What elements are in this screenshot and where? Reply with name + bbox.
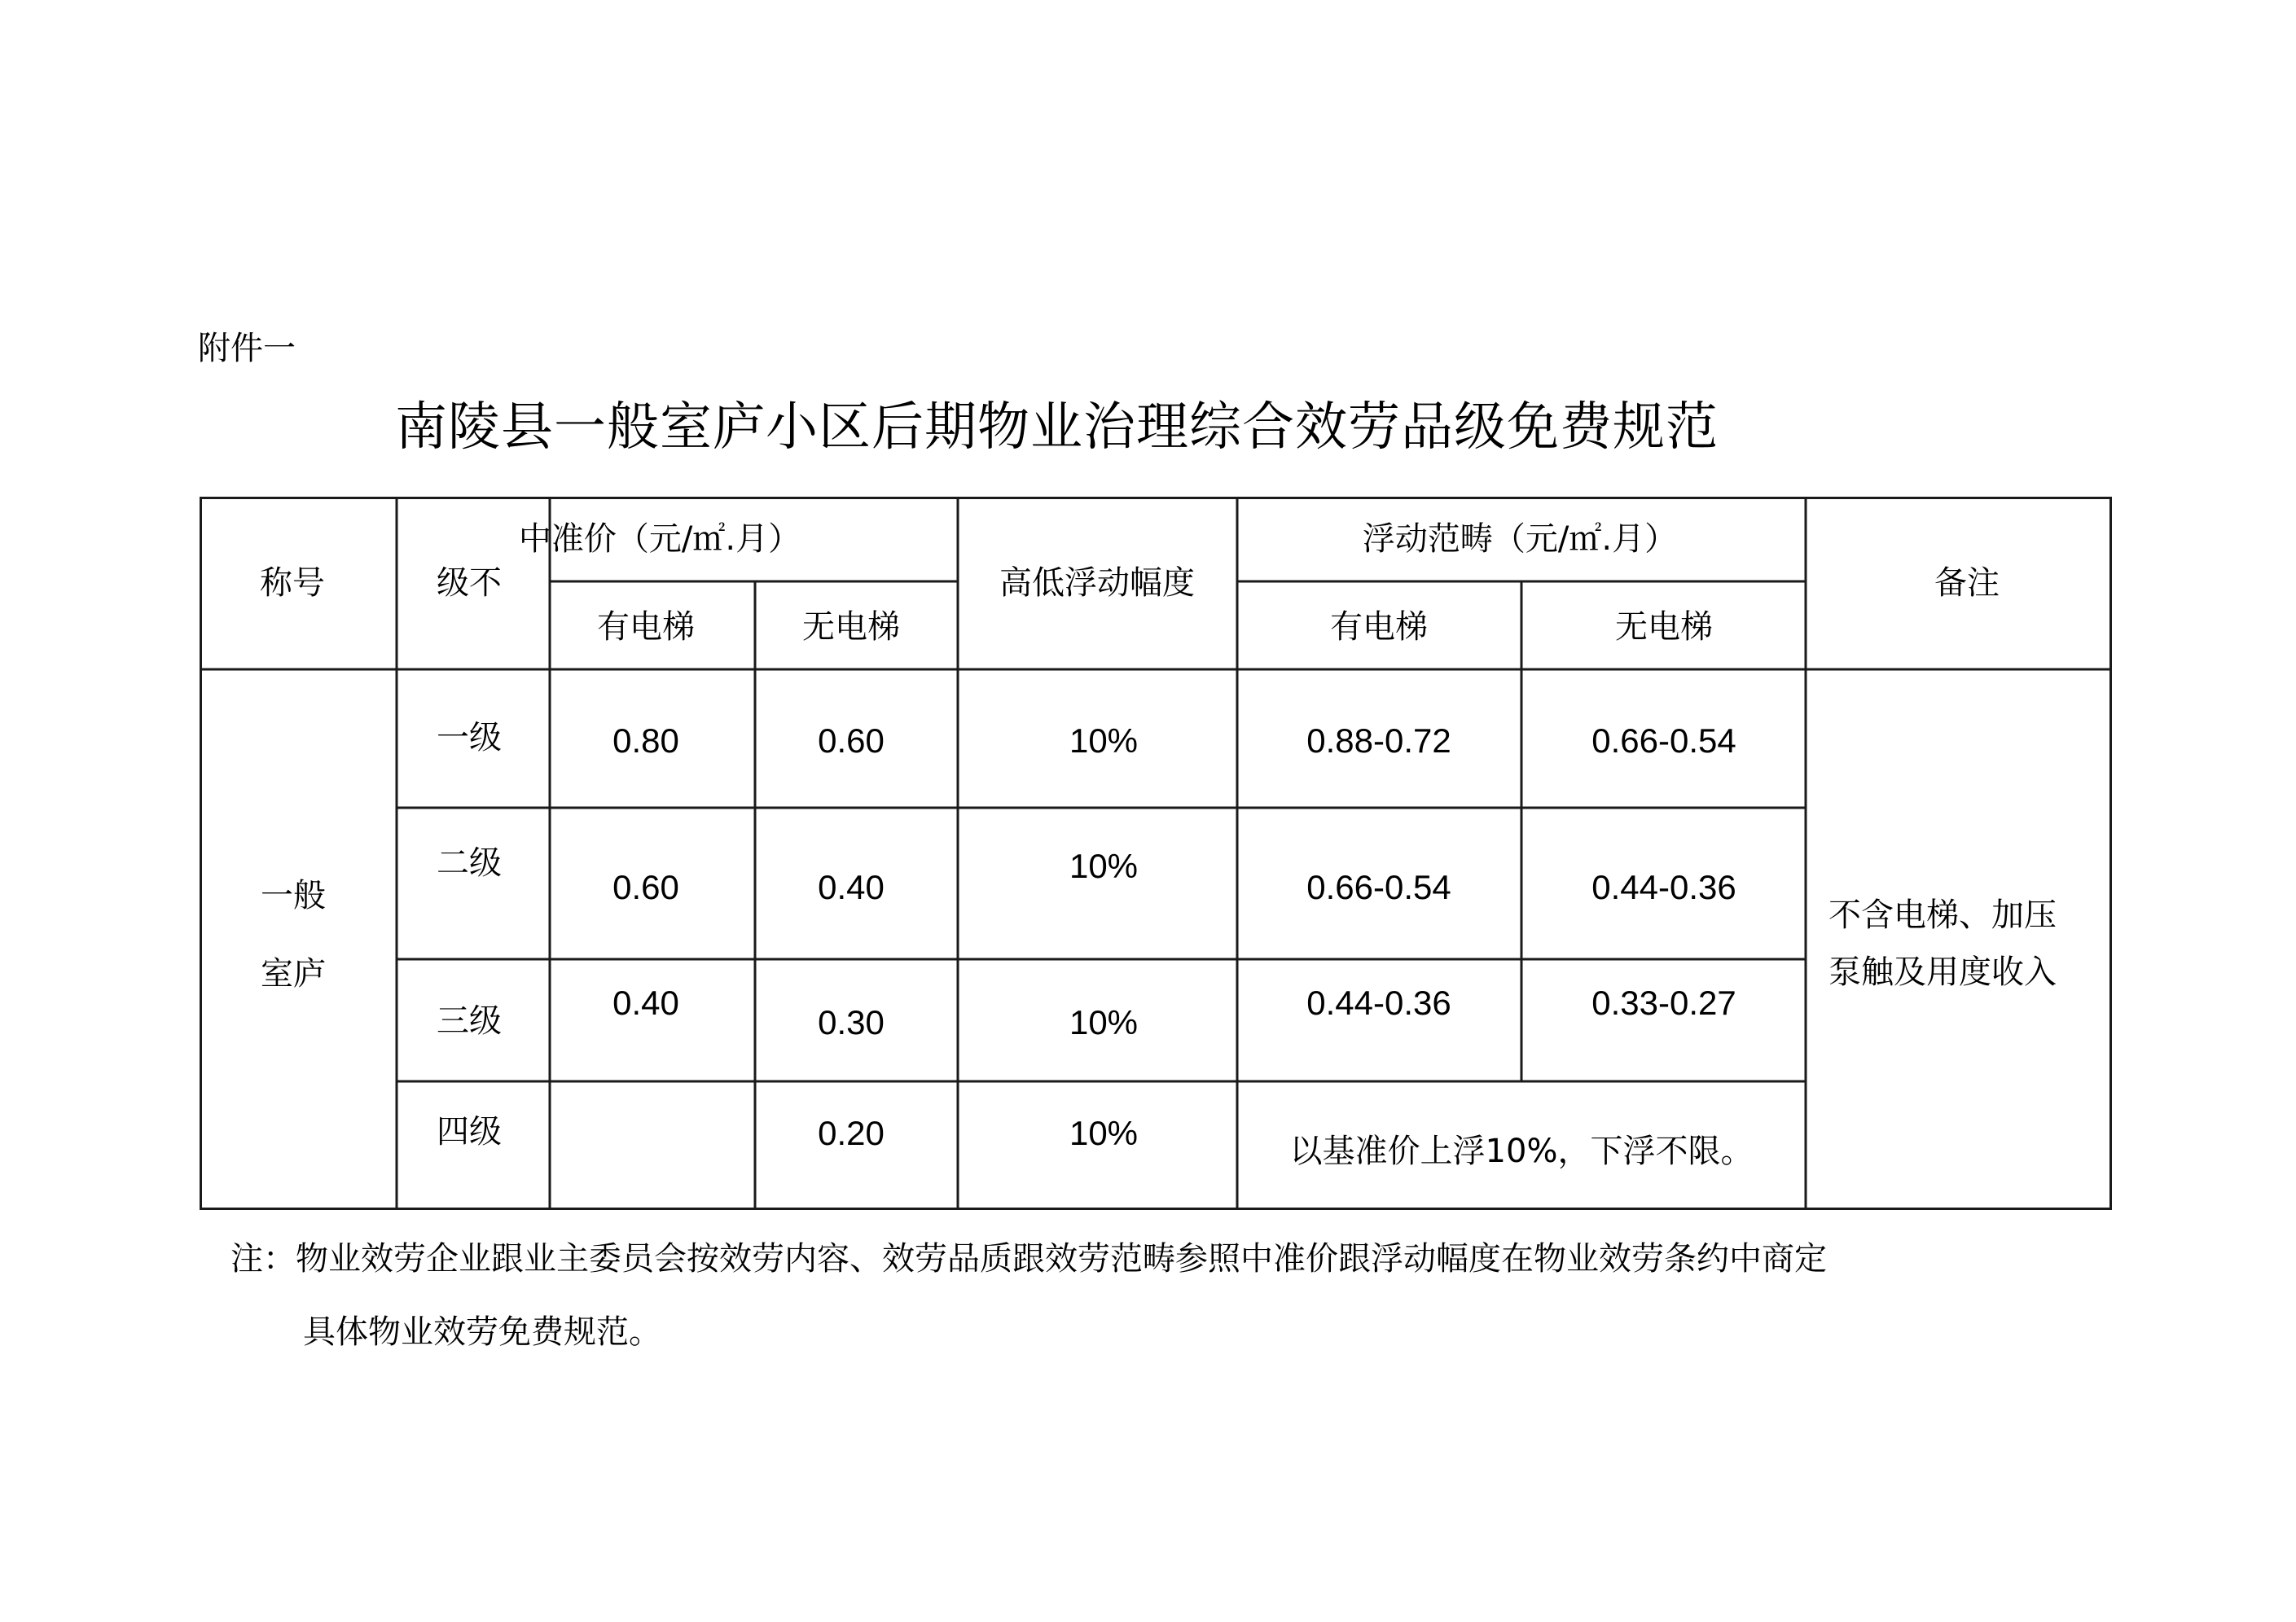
grade-cell: 四级 bbox=[437, 1113, 502, 1151]
header-grade: 级不 bbox=[437, 564, 502, 602]
float-cell: 10% bbox=[1069, 1003, 1139, 1041]
document-title: 南陵县一般室庐小区后期物业治理综合效劳品级免费规范 bbox=[395, 397, 1719, 458]
grade-cell: 三级 bbox=[437, 1002, 502, 1040]
header-with-elevator: 有电梯 bbox=[597, 608, 695, 646]
float-cell: 10% bbox=[1069, 847, 1139, 885]
category-line-1: 一般 bbox=[261, 877, 326, 914]
range-merged-cell: 以基准价上浮10%，下浮不限。 bbox=[1289, 1133, 1754, 1170]
range-no-elevator-cell: 0.66-0.54 bbox=[1591, 721, 1736, 760]
footnote-line-2: 具体物业效劳免费规范。 bbox=[303, 1313, 661, 1351]
remark-line-2: 泵触及用度收入 bbox=[1828, 953, 2057, 991]
header-float-range: 高低浮动幅度 bbox=[999, 564, 1195, 602]
header-remark: 备注 bbox=[1934, 564, 2000, 602]
header-name: 称号 bbox=[260, 564, 325, 602]
header-float-with-elevator: 有电梯 bbox=[1330, 608, 1428, 646]
range-no-elevator-cell: 0.44-0.36 bbox=[1591, 868, 1736, 906]
grade-cell: 一级 bbox=[437, 719, 502, 756]
base-elevator-cell: 0.40 bbox=[612, 984, 679, 1022]
float-cell: 10% bbox=[1069, 1114, 1139, 1152]
header-base-price: 中准价（元/㎡.月） bbox=[518, 520, 801, 558]
base-no-elevator-cell: 0.20 bbox=[818, 1114, 885, 1152]
range-elevator-cell: 0.66-0.54 bbox=[1306, 868, 1451, 906]
range-elevator-cell: 0.44-0.36 bbox=[1306, 984, 1451, 1022]
remark-line-1: 不含电梯、加压 bbox=[1828, 896, 2057, 934]
range-no-elevator-cell: 0.33-0.27 bbox=[1591, 984, 1736, 1022]
base-no-elevator-cell: 0.40 bbox=[818, 868, 885, 906]
range-elevator-cell: 0.88-0.72 bbox=[1306, 721, 1451, 760]
header-without-elevator: 无电梯 bbox=[802, 608, 900, 646]
category-line-2: 室庐 bbox=[261, 955, 326, 993]
header-float-without-elevator: 无电梯 bbox=[1615, 608, 1713, 646]
base-no-elevator-cell: 0.30 bbox=[818, 1003, 885, 1041]
attachment-label: 附件一 bbox=[198, 330, 296, 367]
fee-standard-table bbox=[200, 497, 2112, 1210]
base-elevator-cell: 0.60 bbox=[612, 868, 679, 906]
base-elevator-cell: 0.80 bbox=[612, 721, 679, 760]
header-float-scope: 浮动范畴（元/㎡.月） bbox=[1362, 520, 1678, 558]
base-no-elevator-cell: 0.60 bbox=[818, 721, 885, 760]
footnote-line-1: 注：物业效劳企业跟业主委员会按效劳内容、效劳品质跟效劳范畴参照中准价跟浮动幅度在物业效劳条约中商定 bbox=[230, 1240, 1827, 1278]
grade-cell: 二级 bbox=[437, 844, 502, 882]
float-cell: 10% bbox=[1069, 721, 1139, 760]
